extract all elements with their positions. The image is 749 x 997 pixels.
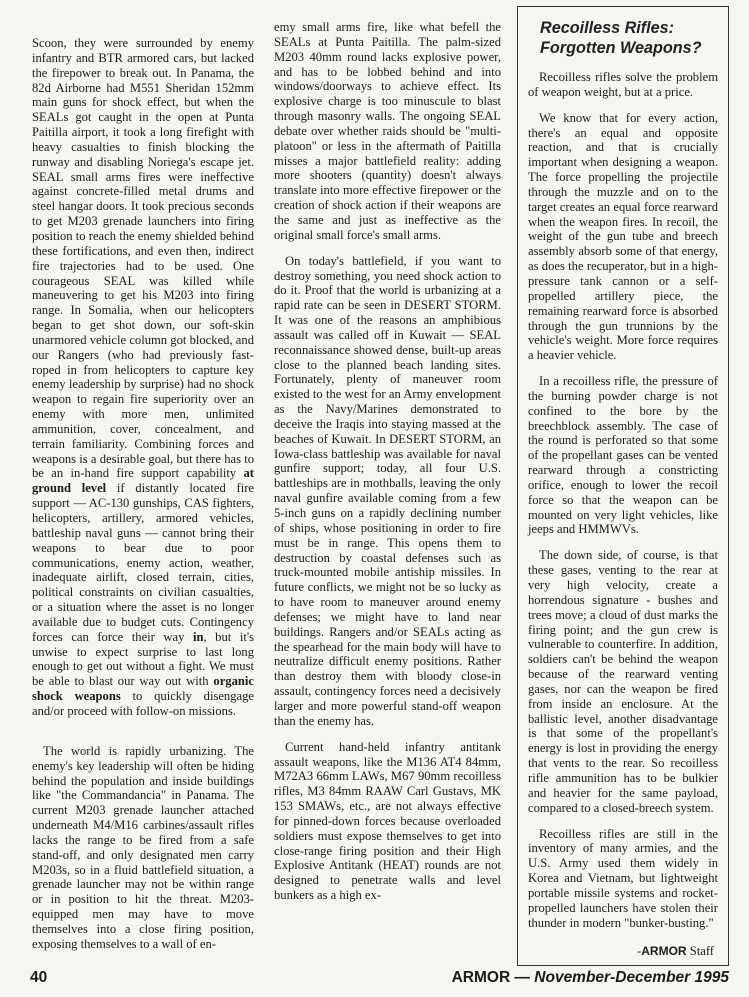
sidebar-body [528,70,718,930]
paragraph: Recoilless rifles solve the problem of weapon weight, but at a price. [528,70,718,99]
article-column-1 [32,36,254,952]
paragraph: The world is rapidly urbanizing. The enemy's key leadership will often be hiding behind the population and inside buildings like "the Commandancia" in Panama. The current M203 grenade launcher attached underneath M4/M16 carbines/assault rifles lacks the range to be fired from a safe stand-off, and only designated men carry M203s, so in a fluid battlefield situation, a grenade launcher may not be within range or in position to hit the threat. M203-equipped men may have to move themselves into a close firing position, exposing themselves to a wall of en- [32,743,254,951]
paragraph: Current hand-held infantry antitank assault weapons, like the M136 AT4 84mm, M72A3 66mm LAWs, M67 90mm recoilless rifles, M3 84mm RAAW Carl Gustavs, MK 153 SMAWs, etc., are not always effective for pinned-down forces because overloaded soldiers must expose themselves to get into close-range firing position and their High Explosive Antitank (HEAT) rounds are not designed to penetrate walls and level bunkers as a high ex- [274,739,501,903]
article-column-2 [274,20,501,903]
paragraph: The down side, of course, is that these gases, venting to the rear at very high velocity, create a horrendous signature - bushes and trees move; a cloud of dust marks the firing point; and the gun crew is vulnerable to counterfire. In addition, soldiers can't be behind the weapon because of the rearward venting gases, nor can the weapon be fired from inside an enclosure. At the ballistic level, another disadvantage is that some of the propellant's energy is lost in providing the energy that vents to the rear. So recoilless rifle ammunition has to be bulkier and heavier for the same payload, compared to a closed-breech system. [528,548,718,815]
paragraph: In a recoilless rifle, the pressure of the burning powder charge is not confined to the bore by the breechblock assembly. The case of the round is perforated so that some of the propellant gases can be vented rearward through a constricting orifice, enough to lower the recoil force so that the weapon can be mounted on very light vehicles, like jeeps and HMMWVs. [528,374,718,537]
paragraph: Recoilless rifles are still in the inventory of many armies, and the U.S. Army used them widely in Korea and Vietnam, but lightweight portable missile systems and rocket-propelled launchers have stolen their thunder in modern "bunker-busting." [528,826,718,930]
page-number: 40 [30,969,48,986]
sidebar-box [517,6,729,966]
sidebar-signature: -ARMOR Staff [637,944,714,959]
paragraph: Scoon, they were surrounded by enemy infantry and BTR armored cars, but lacked the firepower to break out. In Panama, the 82d Airborne had M551 Sheridan 152mm main guns for shock effect, but when the SEALs got caught in the open at Punta Paitilla airport, it took a long firefight with heavy casualties to finish blocking the runway and disabling Noriega's escape jet. SEAL small arms fires were ineffective against concrete-filled metal drums and steel hangar doors. It took precious seconds to get M203 grenade launchers into firing position to reach the enemy shielded behind these fortifications, and even then, indirect fire trajectories had to be used. One courageous SEAL was killed while maneuvering to get his M203 into firing range. In Somalia, when our helicopters began to get shot down, our soft-skin unarmored vehicle column got blocked, and our Rangers (who had previously fast-roped in from helicopters to capture key enemy leadership by surprise) had no shock weapon to regain fire superiority over an enemy with more men, unlimited ammunition, cover, concealment, and terrain familiarity. Combining forces and weapons is a desirable goal, but there has to be an in-hand fire support capability at ground level if distantly located fire support — AC-130 gunships, CAS fighters, helicopters, artillery, armored vehicles, battleship naval guns — cannot bring their weapons to bear due to poor communications, enemy action, weather, inadequate airlift, closed terrain, cities, political constraints on civilian casualties, or a situation where the asset is no longer available due to budget cuts. Contingency forces can force their way in, but it's unwise to expect surprise to last long enough to get out without a fight. We must be able to blast our way out with organic shock weapons to quickly disengage and/or proceed with follow-on missions. [32,36,255,718]
sidebar-title: Recoilless Rifles: Forgotten Weapons? [540,19,702,57]
paragraph: emy small arms fire, like what befell the SEALs at Punta Paitilla. The palm-sized M203 40mm round lacks explosive power, and has to be lobbed behind and into windows/doorways to achieve effect. Its explosive charge is too minuscule to blast through masonry walls. The ongoing SEAL debate over whether raids should be "multi-platoon" or less in the aftermath of Paitilla misses a major battlefield reality: adding more shooters (quantity) doesn't always translate into more effective firepower or the creation of shock action if their weapons are the same and just as ineffective as the original small force's small arms. [274,20,501,242]
page-footer [30,969,729,991]
footer-magazine-title: ARMOR — November-December 1995 [451,969,729,986]
paragraph: We know that for every action, there's an equal and opposite reaction, and that is crucially important when designing a weapon. The force propelling the projectile through the muzzle and on to the target creates an equal force rearward when the weapon fires. In recoil, the weight of the gun tube and breech assembly absorb some of that energy, as does the recuperator, but in a high-pressure tank cannon or a self-propelled artillery piece, the remaining rearward force is absorbed through the gun trunnions by the vehicle's weight. More force requires a heavier vehicle. [528,110,718,363]
paragraph: On today's battlefield, if you want to destroy something, you need shock action to do it. Proof that the world is urbanizing at a rapid rate can be seen in DESERT STORM. It was one of the reasons an amphibious assault was called off in Kuwait — SEAL reconnaissance showed dense, built-up areas close to the planned beach landing sites. Fortunately, plenty of maneuver room existed to the west for an Army envelopment as the Navy/Marines demonstrated to deceive the Iraqis into staying massed at the beaches of Kuwait. In DESERT STORM, an Iowa-class battleship was available for naval gunfire support; today, all four U.S. battleships are in mothballs, leaving the only naval gunfire available coming from a few 5-inch guns on a rapidly declining number of ships, whose positioning in order to fire must be in range. This opens them to destruction by coastal defenses such as truck-mounted mobile antiship missiles. In future conflicts, we might not be so lucky as to have room to maneuver around enemy defenses; we might have to land near buildings. Rangers and/or SEALs acting as the spearhead for the main body will have to neutralize difficult enemy positions. Rather than destroy them with bloody close-in assault, contingency forces need a decisively larger and more powerful stand-off weapon than the enemy has. [274,253,501,728]
